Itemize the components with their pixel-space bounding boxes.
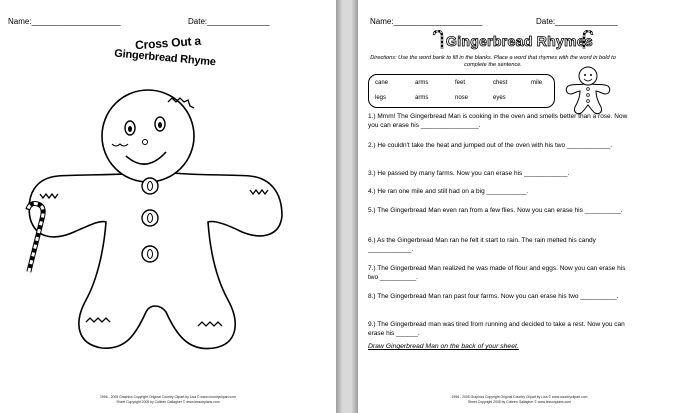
question-6: 6.) As the Gingerbread Man ran he felt it start to rain. The rain melted his candy ____________. xyxy=(368,237,596,253)
right-worksheet-page xyxy=(358,0,681,413)
left-footer-line2: Sheet Copyright 2005 by Colleen Gallagher © www.lessonplans.com xyxy=(116,400,220,404)
question-5: 5.) The Gingerbread Man even ran from a few flies. Now you can erase his __________. xyxy=(368,207,623,214)
word-bank-item: feet xyxy=(455,80,466,86)
question-3: 3.) He passed by many farms. Now you can erase his ____________. xyxy=(368,170,570,177)
draw-instruction: Draw Gingerbread Man on the back of your sheet. xyxy=(368,343,519,350)
date-label: Date: xyxy=(188,17,208,26)
question-7: 7.) The Gingerbread Man realized he was made of flour and eggs. Now you can erase his two __________. xyxy=(368,265,626,281)
question-2: 2.) He couldn't take the heat and jumped out of the oven with his two ____________. xyxy=(368,142,613,149)
left-worksheet-page xyxy=(0,0,336,413)
date-blank: ______________ xyxy=(555,17,618,26)
worksheet-title-line2: Gingerbread Rhyme xyxy=(113,47,217,69)
name-label: Name: xyxy=(8,17,32,26)
word-bank-item: chest xyxy=(493,80,508,86)
word-bank xyxy=(368,74,555,108)
right-footer-line2: Sheet Copyright 2005 by Colleen Gallagher © www.lessonplans.com xyxy=(467,400,572,404)
word-bank-item: arms xyxy=(415,95,429,101)
left-footer xyxy=(0,395,336,405)
name-label: Name: xyxy=(370,17,394,26)
word-bank-item: nose xyxy=(455,95,469,101)
date-blank: ______________ xyxy=(207,17,270,26)
candy-cane-icon xyxy=(580,30,594,50)
right-footer xyxy=(358,395,681,405)
question-1: 1.) Mmm! The Gingerbread Man is cooking in the oven and smells better than a rose. Now you can erase his ________________. xyxy=(368,113,628,129)
left-footer-line1: 1996 - 2005 Graphics Copyright Original Country Clipart by Lisa © www.countryclipart.com xyxy=(100,395,236,399)
gingerbread-man-icon xyxy=(0,72,336,372)
word-bank-item: cane xyxy=(375,80,389,86)
page-gutter xyxy=(336,0,358,413)
question-4: 4.) He ran one mile and still had on a big ___________. xyxy=(368,188,529,195)
directions-text: Directions: Use the word bank to fill in the blanks. Place a word that rhymes with the word in bold to complete the sentence. xyxy=(370,55,616,68)
word-bank-item: arms xyxy=(415,80,429,86)
worksheet-title: Gingerbread Rhymes xyxy=(446,33,593,49)
word-bank-item: mile xyxy=(531,80,543,86)
name-blank: ____________________ xyxy=(393,17,483,26)
name-blank: ____________________ xyxy=(31,17,121,26)
date-label: Date: xyxy=(536,17,556,26)
question-8: 8.) The Gingerbread Man ran past four farms. Now you can erase his two __________. xyxy=(368,293,619,300)
small-gingerbread-man-icon xyxy=(563,64,617,118)
question-9: 9.) The Gingerbread man was tired from running and decided to take a rest. Now you can erase his ______. xyxy=(368,321,625,337)
word-bank-item: legs xyxy=(375,95,387,101)
word-bank-item: eyes xyxy=(493,95,506,101)
right-footer-line1: 1996 - 2005 Graphics Copyright Original Country Clipart by Lisa © www.countryclipart.com xyxy=(451,395,588,399)
worksheet-title-line1: Cross Out a xyxy=(134,33,202,53)
